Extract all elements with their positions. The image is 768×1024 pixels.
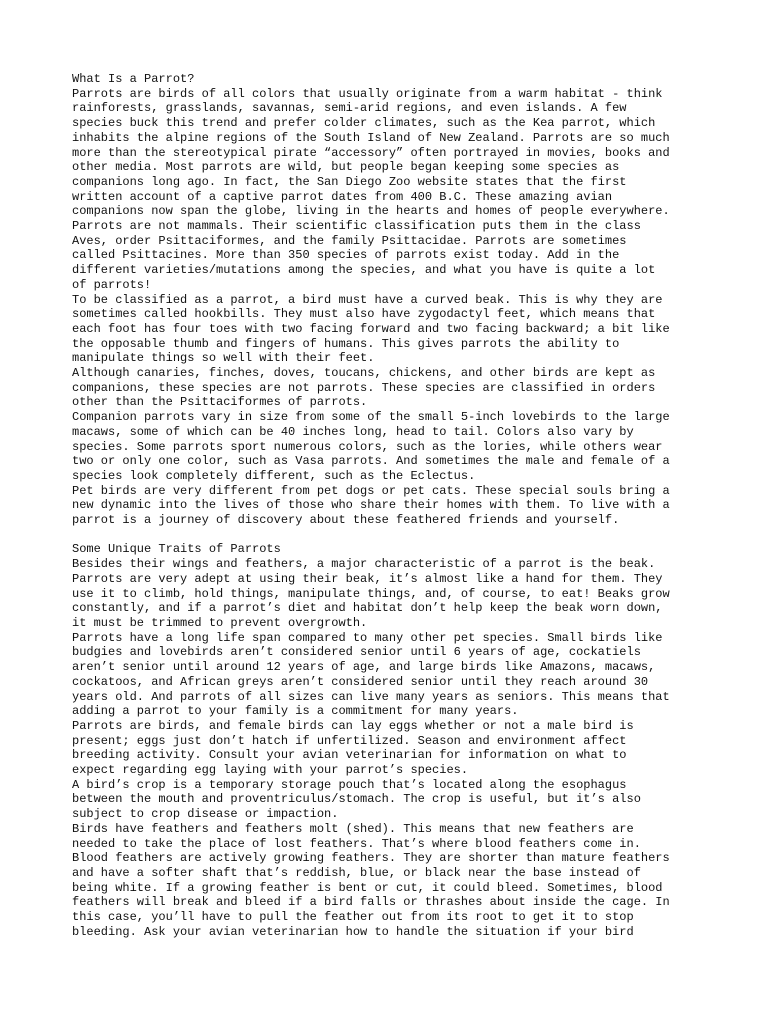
text-line: Blood feathers are actively growing feathers. They are shorter than mature feathers	[72, 851, 670, 866]
text-line: Parrots have a long life span compared to many other pet species. Small birds like	[72, 630, 663, 645]
text-line: budgies and lovebirds aren’t considered senior until 6 years of age, cockatiels	[72, 645, 641, 660]
text-line: use it to climb, hold things, manipulate things, and, of course, to eat! Beaks grow	[72, 586, 670, 601]
text-line: between the mouth and proventriculus/stomach. The crop is useful, but it’s also	[72, 792, 641, 807]
text-line: two or only one color, such as Vasa parrots. And sometimes the male and female of a	[72, 454, 670, 469]
text-line: A bird’s crop is a temporary storage pouch that’s located along the esophagus	[72, 777, 627, 792]
text-line: Aves, order Psittaciformes, and the family Psittacidae. Parrots are sometimes	[72, 233, 627, 248]
text-line: Companion parrots vary in size from some of the small 5-inch lovebirds to the large	[72, 410, 670, 425]
text-line: Although canaries, finches, doves, toucans, chickens, and other birds are kept as	[72, 366, 656, 381]
text-line: of parrots!	[72, 277, 152, 292]
text-line: being white. If a growing feather is bent or cut, it could bleed. Sometimes, blood	[72, 880, 663, 895]
text-line: subject to crop disease or impaction.	[72, 807, 339, 822]
text-line: other media. Most parrots are wild, but people began keeping some species as	[72, 160, 620, 175]
text-line: Pet birds are very different from pet dogs or pet cats. These special souls bring a	[72, 483, 670, 498]
text-line: companions long ago. In fact, the San Diego Zoo website states that the first	[72, 174, 627, 189]
section-spacer	[72, 528, 712, 543]
text-line: present; eggs just don’t hatch if unfertilized. Season and environment affect	[72, 733, 627, 748]
section-body-unique-traits	[72, 557, 712, 939]
text-line: Parrots are very adept at using their beak, it’s almost like a hand for them. They	[72, 571, 663, 586]
text-line: rainforests, grasslands, savannas, semi-arid regions, and even islands. A few	[72, 101, 627, 116]
text-line: Besides their wings and feathers, a major characteristic of a parrot is the beak.	[72, 557, 656, 572]
text-line: constantly, and if a parrot’s diet and habitat don’t help keep the beak worn down,	[72, 601, 663, 616]
text-line: macaws, some of which can be 40 inches long, head to tail. Colors also vary by	[72, 424, 634, 439]
text-line: aren’t senior until around 12 years of age, and large birds like Amazons, macaws,	[72, 660, 656, 675]
text-line: sometimes called hookbills. They must also have zygodactyl feet, which means that	[72, 307, 656, 322]
text-line: companions, these species are not parrots. These species are classified in orders	[72, 380, 656, 395]
text-line: this case, you’ll have to pull the feather out from its root to get it to stop	[72, 910, 634, 925]
document-page	[72, 72, 712, 939]
text-line: new dynamic into the lives of those who share their homes with them. To live with a	[72, 498, 670, 513]
text-line: inhabits the alpine regions of the South Island of New Zealand. Parrots are so much	[72, 130, 670, 145]
section-heading-unique-traits: Some Unique Traits of Parrots	[72, 542, 281, 557]
text-line: needed to take the place of lost feathers. That’s where blood feathers come in.	[72, 836, 641, 851]
text-line: species buck this trend and prefer colder climates, such as the Kea parrot, which	[72, 116, 656, 131]
text-line: other than the Psittaciformes of parrots.	[72, 395, 368, 410]
text-line: it must be trimmed to prevent overgrowth.	[72, 616, 368, 630]
text-line: each foot has four toes with two facing forward and two facing backward; a bit like	[72, 321, 670, 336]
text-line: cockatoos, and African greys aren’t considered senior until they reach around 30	[72, 674, 649, 689]
text-line: different varieties/mutations among the species, and what you have is quite a lot	[72, 263, 656, 278]
text-line: Parrots are not mammals. Their scientific classification puts them in the class	[72, 219, 641, 234]
text-line: species. Some parrots sport numerous colors, such as the lories, while others wear	[72, 439, 663, 454]
text-line: more than the stereotypical pirate “accessory” often portrayed in movies, books and	[72, 145, 670, 160]
section-heading-what-is-a-parrot: What Is a Parrot?	[72, 72, 195, 86]
text-line: expect regarding egg laying with your parrot’s species.	[72, 763, 469, 778]
text-line: manipulate things so well with their feet.	[72, 351, 375, 366]
text-line: adding a parrot to your family is a commitment for many years.	[72, 704, 519, 719]
text-line: breeding activity. Consult your avian veterinarian for information on what to	[72, 748, 627, 763]
text-line: and have a softer shaft that’s reddish, blue, or black near the base instead of	[72, 865, 641, 880]
text-line: feathers will break and bleed if a bird falls or thrashes about inside the cage. In	[72, 895, 670, 910]
text-line: written account of a captive parrot dates from 400 B.C. These amazing avian	[72, 189, 613, 204]
text-line: years old. And parrots of all sizes can live many years as seniors. This means that	[72, 689, 670, 704]
text-line: called Psittacines. More than 350 species of parrots exist today. Add in the	[72, 248, 620, 263]
text-line: species look completely different, such as the Eclectus.	[72, 468, 476, 483]
text-line: Parrots are birds, and female birds can lay eggs whether or not a male bird is	[72, 718, 634, 733]
text-line: the opposable thumb and fingers of humans. This gives parrots the ability to	[72, 336, 620, 351]
text-line: companions now span the globe, living in the hearts and homes of people everywhere.	[72, 204, 670, 219]
text-line: Birds have feathers and feathers molt (shed). This means that new feathers are	[72, 821, 634, 836]
text-line: bleeding. Ask your avian veterinarian how to handle the situation if your bird	[72, 924, 634, 939]
section-body-what-is-a-parrot	[72, 87, 712, 528]
text-line: parrot is a journey of discovery about these feathered friends and yourself.	[72, 513, 620, 528]
text-line: Parrots are birds of all colors that usually originate from a warm habitat - think	[72, 86, 663, 101]
text-line: To be classified as a parrot, a bird must have a curved beak. This is why they are	[72, 292, 663, 307]
